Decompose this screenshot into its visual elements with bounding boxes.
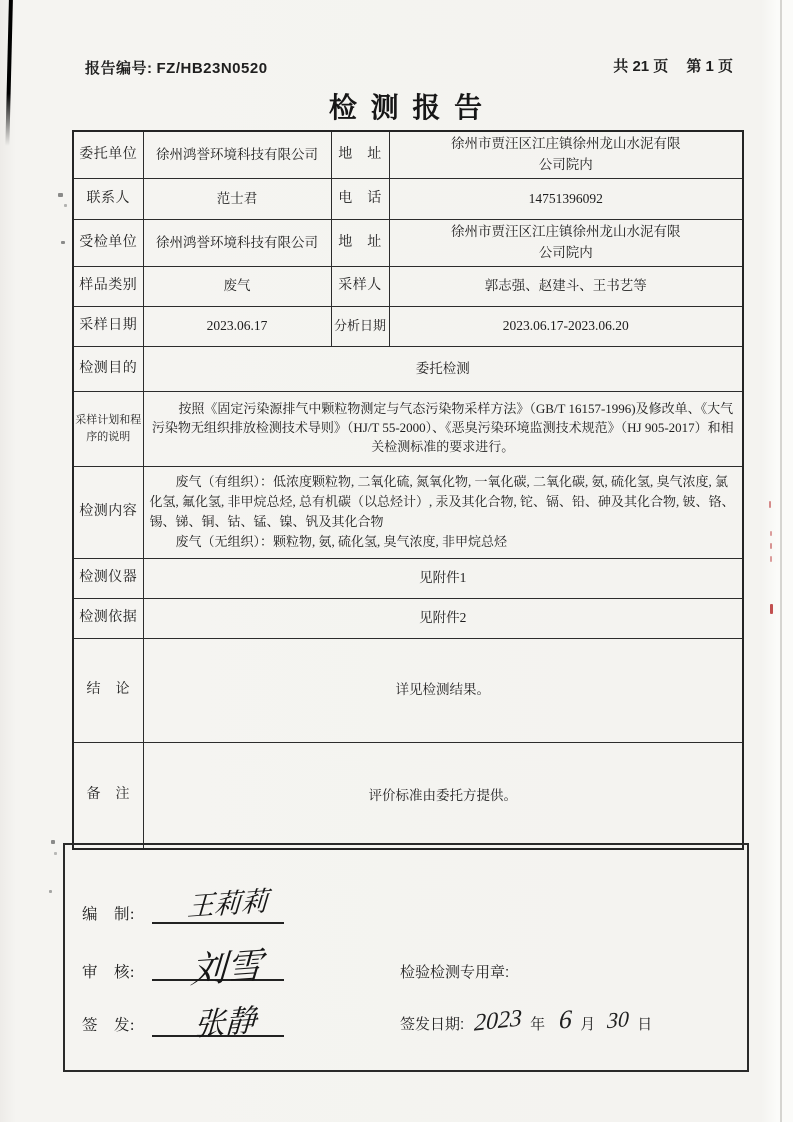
signature-box	[63, 843, 749, 1072]
analysis-date-value: 2023.06.17-2023.06.20	[389, 306, 743, 346]
year-character: 年	[530, 1015, 546, 1033]
table-row	[73, 558, 743, 598]
issue-date-year-handwritten: 2023	[473, 1004, 523, 1037]
scan-artifact-red-mark	[770, 543, 772, 549]
page-indicator	[595, 55, 733, 76]
client-address-value: 徐州市贾汪区江庄镇徐州龙山水泥有限公司院内	[451, 136, 681, 172]
issue-date-month-handwritten: 6	[558, 1004, 573, 1035]
sampling-date-value: 2023.06.17	[143, 306, 331, 346]
report-number-label: 报告编号:	[85, 60, 153, 77]
scan-speck	[49, 890, 52, 893]
client-unit-label: 委托单位	[73, 131, 143, 178]
samplers-value: 郭志强、赵建斗、王书艺等	[389, 266, 743, 306]
inspected-unit-value: 徐州鸿誉环境科技有限公司	[143, 219, 331, 266]
conclusion-value: 详见检测结果。	[143, 638, 743, 742]
test-content-label: 检测内容	[73, 466, 143, 558]
scan-speck	[58, 193, 63, 197]
scan-artifact-red-mark	[770, 556, 772, 562]
table-row	[73, 638, 743, 742]
scan-speck	[51, 840, 55, 844]
test-purpose-value: 委托检测	[143, 346, 743, 391]
day-character: 日	[637, 1015, 653, 1033]
reviewed-by-label: 审 核:	[82, 964, 135, 981]
scan-edge-artifact	[5, 0, 13, 146]
report-number: FZ/HB23N0520	[156, 60, 268, 77]
scan-artifact-red-mark	[769, 501, 771, 508]
scan-artifact-red-mark	[770, 604, 773, 614]
table-row	[73, 391, 743, 466]
table-row	[73, 266, 743, 306]
issue-date-line	[400, 1005, 652, 1041]
instruments-value: 见附件1	[143, 558, 743, 598]
issued-signature-line	[152, 989, 284, 1043]
sample-type-value: 废气	[143, 266, 331, 306]
issued-signature: 张静	[193, 1002, 258, 1043]
remarks-value: 评价标准由委托方提供。	[143, 742, 743, 849]
test-content-organized: 废气（有组织）：低浓度颗粒物, 二氧化硫, 氮氧化物, 一氧化碳, 二氧化碳, 氨, 硫化氢, 臭气浓度, 氯化氢, 氟化氢, 非甲烷总烃, 总有机碳（以总烃计）, 汞及其化合物, 铊、镉、铅、砷及其化合物, 铍、铬、锡、锑、铜、钴、锰、镍、钒及其化合物	[149, 473, 735, 530]
phone-value: 14751396092	[389, 178, 743, 219]
table-row	[73, 178, 743, 219]
client-address-label: 地 址	[331, 131, 389, 178]
inspected-address-value: 徐州市贾汪区江庄镇徐州龙山水泥有限公司院内	[451, 223, 681, 260]
current-page: 第 1 页	[686, 58, 733, 75]
instruments-label: 检测仪器	[73, 558, 143, 598]
report-number-line	[85, 57, 268, 78]
conclusion-label: 结 论	[73, 638, 143, 742]
test-content-unorganized: 废气（无组织）：颗粒物, 氨, 硫化氢, 臭气浓度, 非甲烷总烃	[175, 534, 508, 550]
reviewed-signature: 刘雪	[189, 945, 264, 991]
issue-date-day-handwritten: 30	[606, 1005, 630, 1034]
scan-artifact-red-mark	[770, 531, 772, 536]
table-row	[73, 306, 743, 346]
test-content-cell	[143, 466, 743, 558]
reviewed-signature-line	[152, 933, 284, 991]
inspection-stamp-label: 检验检测专用章:	[400, 964, 510, 981]
report-title: 检 测 报 告	[328, 92, 486, 123]
prepared-signature: 王莉莉	[186, 886, 269, 922]
client-unit-value: 徐州鸿誉环境科技有限公司	[143, 131, 331, 178]
inspected-address-cell	[389, 219, 743, 266]
sampling-date-label: 采样日期	[73, 306, 143, 346]
table-row	[73, 742, 743, 849]
test-basis-label: 检测依据	[73, 598, 143, 638]
report-info-table	[72, 130, 744, 850]
sample-type-label: 样品类别	[73, 266, 143, 306]
scan-speck	[64, 204, 67, 207]
analysis-date-label: 分析日期	[331, 306, 389, 346]
contact-label: 联系人	[73, 178, 143, 219]
sampling-plan-label: 采样计划和程序的说明	[73, 391, 143, 466]
month-character: 月	[580, 1015, 596, 1033]
phone-label: 电 话	[331, 178, 389, 219]
table-row	[73, 598, 743, 638]
issued-by-label: 签 发:	[82, 1017, 135, 1034]
client-address-cell	[389, 131, 743, 178]
scan-speck	[54, 852, 57, 855]
scan-speck	[61, 241, 65, 244]
table-row	[73, 219, 743, 266]
prepared-by-label: 编 制:	[82, 906, 135, 923]
remarks-label: 备 注	[73, 742, 143, 849]
page-edge-strip	[782, 0, 793, 1122]
table-row	[73, 466, 743, 558]
inspected-address-label: 地 址	[331, 219, 389, 266]
sampling-plan-value: 按照《固定污染源排气中颗粒物测定与气态污染物采样方法》（GB/T 16157-1996)及修改单、《大气污染物无组织排放检测技术导则》（HJ/T 55-2000）、《恶臭污染环境监测技术规范》（HJ 905-2017）和相关检测标准的要求进行。	[143, 391, 743, 466]
issue-date-label: 签发日期:	[400, 1015, 465, 1033]
samplers-label: 采样人	[331, 266, 389, 306]
table-row	[73, 131, 743, 178]
test-basis-value: 见附件2	[143, 598, 743, 638]
total-pages: 共 21 页	[613, 58, 669, 75]
test-purpose-label: 检测目的	[73, 346, 143, 391]
inspected-unit-label: 受检单位	[73, 219, 143, 266]
prepared-signature-line	[152, 876, 284, 924]
contact-value: 范士君	[143, 178, 331, 219]
table-row	[73, 346, 743, 391]
